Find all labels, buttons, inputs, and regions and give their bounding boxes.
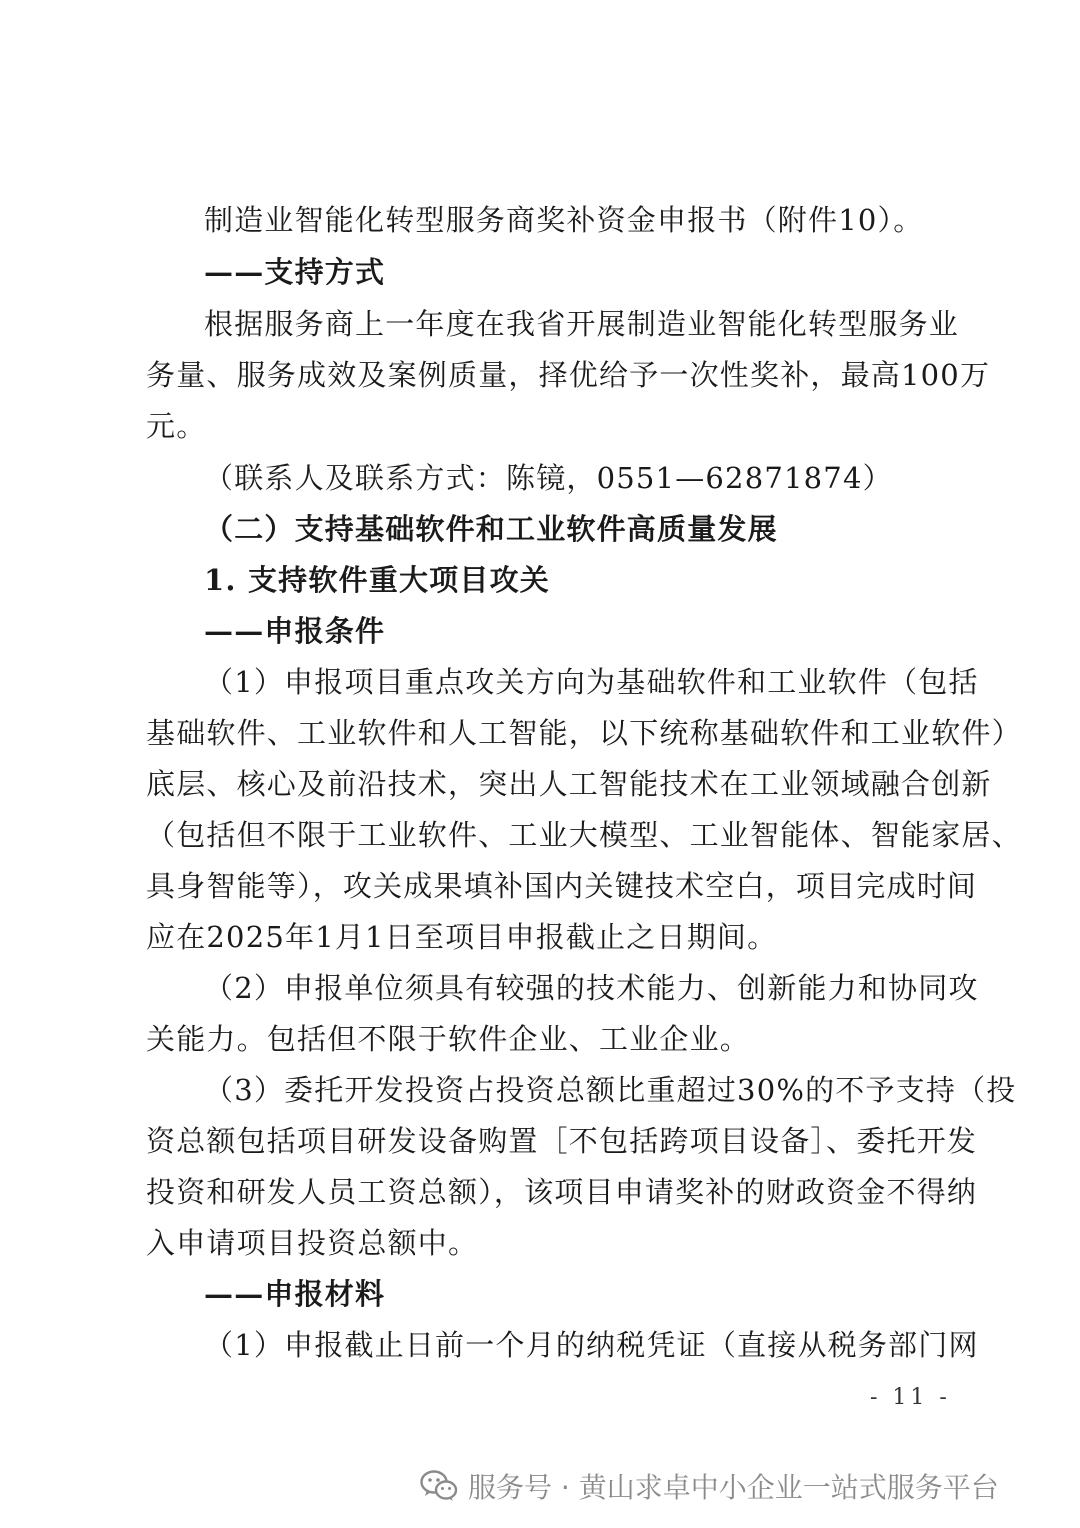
text-line: 关能力。包括但不限于软件企业、工业企业。 xyxy=(146,1022,751,1056)
contact-line: （联系人及联系方式：陈镜，0551—62871874） xyxy=(204,461,893,495)
text-line: （1）申报截止日前一个月的纳税凭证（直接从税务部门网 xyxy=(204,1328,979,1362)
page-number: - 11 - xyxy=(870,1385,951,1410)
text-line: 基础软件、工业软件和人工智能，以下统称基础软件和工业软件） xyxy=(146,716,1022,750)
text-line: （3）委托开发投资占投资总额比重超过30%的不予支持（投 xyxy=(204,1073,1017,1107)
section-heading: ——支持方式 xyxy=(204,255,386,289)
section-heading: ——申报条件 xyxy=(204,614,386,648)
text-line: 入申请项目投资总额中。 xyxy=(146,1226,479,1260)
text-line: 具身智能等），攻关成果填补国内关键技术空白，项目完成时间 xyxy=(146,869,978,903)
section-heading: （二）支持基础软件和工业软件高质量发展 xyxy=(204,512,778,546)
text-line: 元。 xyxy=(146,409,207,443)
section-heading: ——申报材料 xyxy=(204,1277,386,1311)
text-line: 底层、核心及前沿技术，突出人工智能技术在工业领域融合创新 xyxy=(146,767,992,801)
text-line: 根据服务商上一年度在我省开展制造业智能化转型服务业 xyxy=(204,307,960,341)
text-line: （2）申报单位须具有较强的技术能力、创新能力和协同攻 xyxy=(204,971,979,1005)
text-line: （1）申报项目重点攻关方向为基础软件和工业软件（包括 xyxy=(204,665,979,699)
text-line: 资总额包括项目研发设备购置［不包括跨项目设备］、委托开发 xyxy=(146,1124,978,1158)
text-line: 务量、服务成效及案例质量，择优给予一次性奖补，最高100万 xyxy=(146,358,991,392)
wechat-icon xyxy=(420,1469,458,1503)
watermark-text: 服务号 · 黄山求卓中小企业一站式服务平台 xyxy=(468,1471,999,1504)
subsection-heading: 1. 支持软件重大项目攻关 xyxy=(204,563,550,597)
watermark xyxy=(420,1464,999,1508)
text-line: （包括但不限于工业软件、工业大模型、工业智能体、智能家居、 xyxy=(146,818,1022,852)
text-line: 制造业智能化转型服务商奖补资金申报书（附件10）。 xyxy=(204,203,924,237)
text-line: 投资和研发人员工资总额），该项目申请奖补的财政资金不得纳 xyxy=(146,1175,978,1209)
text-line: 应在2025年1月1日至项目申报截止之日期间。 xyxy=(146,920,778,954)
